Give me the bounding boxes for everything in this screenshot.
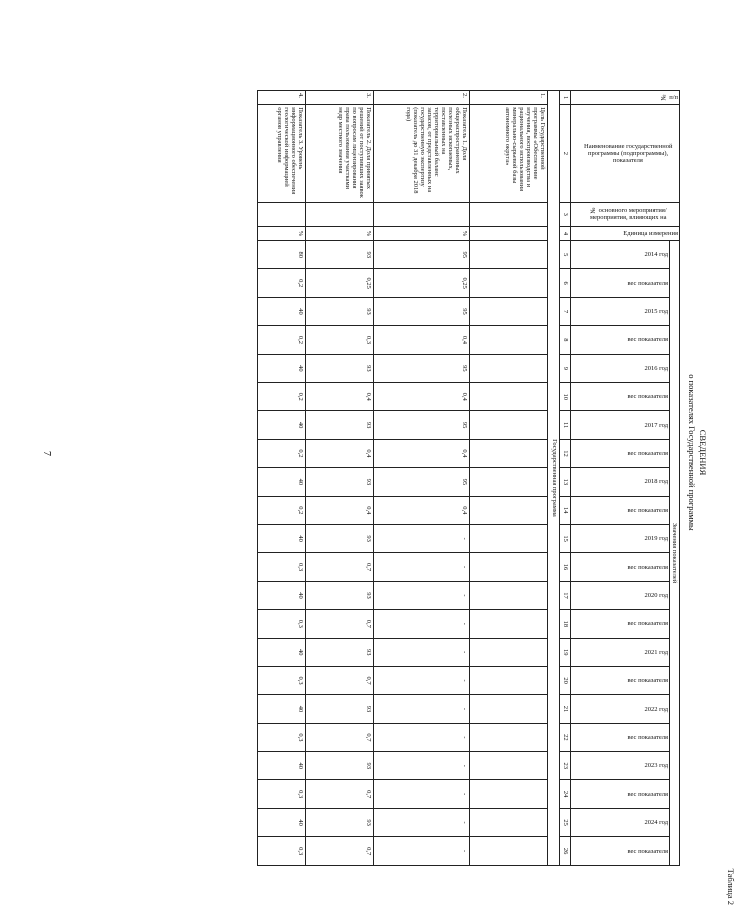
index-cell: 2 <box>560 105 571 202</box>
row-value: 0,2 <box>258 383 306 411</box>
weight-2017: вес показателя <box>571 439 670 467</box>
document-title: СВЕДЕНИЯ <box>698 429 708 476</box>
indicators-table <box>257 90 680 866</box>
row-value: - <box>374 695 470 723</box>
index-cell: 23 <box>560 752 571 780</box>
table-label: Таблица 2 <box>726 868 736 905</box>
table-row <box>470 91 548 866</box>
index-cell: 8 <box>560 326 571 354</box>
row-value <box>470 524 548 552</box>
row-value <box>470 723 548 751</box>
row-unit: % <box>374 226 470 240</box>
row-value: 80 <box>258 241 306 269</box>
row-value: - <box>374 780 470 808</box>
row-value: 40 <box>258 752 306 780</box>
row-value: 0,3 <box>258 723 306 751</box>
row-value <box>470 439 548 467</box>
year-2018: 2018 год <box>571 468 670 496</box>
index-cell: 12 <box>560 439 571 467</box>
row-value: - <box>374 553 470 581</box>
row-value: 93 <box>306 808 374 836</box>
index-cell: 22 <box>560 723 571 751</box>
page-number: 7 <box>41 451 52 456</box>
row-event <box>374 202 470 226</box>
row-value: 93 <box>306 752 374 780</box>
row-value <box>470 638 548 666</box>
row-value: 0,4 <box>306 383 374 411</box>
index-cell: 7 <box>560 297 571 325</box>
year-2021: 2021 год <box>571 638 670 666</box>
row-value: 0,3 <box>258 610 306 638</box>
row-value <box>470 610 548 638</box>
row-value: 0,7 <box>306 610 374 638</box>
row-value: 0,2 <box>258 496 306 524</box>
row-value: 0,25 <box>306 269 374 297</box>
row-value <box>470 581 548 609</box>
row-value: - <box>374 638 470 666</box>
row-value: 93 <box>306 524 374 552</box>
row-value: 0,25 <box>374 269 470 297</box>
row-value: 0,3 <box>258 666 306 694</box>
header-name: Наименование государственной программы (подпрограммы), показателя <box>571 105 680 202</box>
row-value <box>470 752 548 780</box>
index-cell: 4 <box>560 226 571 240</box>
section-row <box>548 91 560 866</box>
row-value <box>470 496 548 524</box>
row-value: 40 <box>258 468 306 496</box>
row-value: 93 <box>306 241 374 269</box>
row-unit <box>470 226 548 240</box>
index-cell: 26 <box>560 837 571 866</box>
row-value: 40 <box>258 638 306 666</box>
row-value: - <box>374 808 470 836</box>
row-value: 0,7 <box>306 723 374 751</box>
index-cell: 3 <box>560 202 571 226</box>
row-value: 40 <box>258 411 306 439</box>
year-2016: 2016 год <box>571 354 670 382</box>
header-values-group: Значения показателей <box>670 241 680 866</box>
row-value: 0,4 <box>306 496 374 524</box>
row-event <box>470 202 548 226</box>
index-cell: 1 <box>560 91 571 105</box>
weight-2023: вес показателя <box>571 780 670 808</box>
row-value: 95 <box>374 468 470 496</box>
row-value: 0,3 <box>258 837 306 866</box>
index-cell: 16 <box>560 553 571 581</box>
row-value: 93 <box>306 297 374 325</box>
row-value: 93 <box>306 468 374 496</box>
row-value: 0,2 <box>258 326 306 354</box>
index-cell: 6 <box>560 269 571 297</box>
row-num: 2. <box>374 91 470 105</box>
row-value <box>470 383 548 411</box>
row-value <box>470 553 548 581</box>
row-value <box>470 695 548 723</box>
weight-2022: вес показателя <box>571 723 670 751</box>
year-2019: 2019 год <box>571 524 670 552</box>
row-event <box>258 202 306 226</box>
row-value: 0,4 <box>374 326 470 354</box>
year-2015: 2015 год <box>571 297 670 325</box>
row-num: 1. <box>470 91 548 105</box>
index-cell: 13 <box>560 468 571 496</box>
table-row <box>258 91 306 866</box>
row-value: 40 <box>258 354 306 382</box>
row-value: 95 <box>374 354 470 382</box>
row-value <box>470 468 548 496</box>
row-value: - <box>374 524 470 552</box>
row-value: 40 <box>258 808 306 836</box>
weight-2015: вес показателя <box>571 326 670 354</box>
row-name: Цель Государственной программы «Обеспечение изучения, воспроизводства и рационального использования минерально-сырьевой базы автономного округа» <box>470 105 548 202</box>
header-num: № п/п <box>571 91 680 105</box>
row-name: Показатель 3. Уровень информационного обеспечения геологической информацией органов управления <box>258 105 306 202</box>
row-value <box>470 808 548 836</box>
year-2017: 2017 год <box>571 411 670 439</box>
weight-2020: вес показателя <box>571 610 670 638</box>
header-row-group <box>670 91 680 866</box>
row-value: - <box>374 666 470 694</box>
index-cell: 25 <box>560 808 571 836</box>
row-value: 40 <box>258 524 306 552</box>
header-event: № основного мероприятия/ мероприятия, влияющих на <box>571 202 680 226</box>
row-value: 40 <box>258 695 306 723</box>
index-cell: 20 <box>560 666 571 694</box>
index-cell: 19 <box>560 638 571 666</box>
row-value <box>470 297 548 325</box>
weight-2024: вес показателя <box>571 837 670 866</box>
row-value: 93 <box>306 695 374 723</box>
row-value: - <box>374 837 470 866</box>
row-num: 3. <box>306 91 374 105</box>
row-value: 95 <box>374 241 470 269</box>
row-value: 0,3 <box>258 553 306 581</box>
row-value <box>470 837 548 866</box>
row-value: 93 <box>306 638 374 666</box>
row-value: 40 <box>258 581 306 609</box>
year-2014: 2014 год <box>571 241 670 269</box>
row-value <box>470 411 548 439</box>
year-2024: 2024 год <box>571 808 670 836</box>
year-2022: 2022 год <box>571 695 670 723</box>
row-value: 0,4 <box>374 496 470 524</box>
index-cell: 24 <box>560 780 571 808</box>
row-value: - <box>374 610 470 638</box>
row-value: 95 <box>374 411 470 439</box>
row-name: Показатель 1. Доля общераспространенных полезных ископаемых, поставленных на территориальный баланс запасов, от представленных на государственную экспертизу (показатель до 31 декабря 2018 года) <box>374 105 470 202</box>
row-value: 0,7 <box>306 553 374 581</box>
row-value: 93 <box>306 411 374 439</box>
row-value: 93 <box>306 581 374 609</box>
row-value: 40 <box>258 297 306 325</box>
row-value: 93 <box>306 354 374 382</box>
row-value <box>470 269 548 297</box>
row-value: - <box>374 723 470 751</box>
table-row <box>306 91 374 866</box>
row-value: - <box>374 581 470 609</box>
row-event <box>306 202 374 226</box>
header-unit: Единица измерения <box>571 226 680 240</box>
row-value: 0,7 <box>306 666 374 694</box>
row-value: 0,4 <box>374 383 470 411</box>
row-value: 0,2 <box>258 439 306 467</box>
table-row <box>374 91 470 866</box>
weight-2021: вес показателя <box>571 666 670 694</box>
row-value: 95 <box>374 297 470 325</box>
index-cell: 9 <box>560 354 571 382</box>
row-unit: % <box>258 226 306 240</box>
row-unit: % <box>306 226 374 240</box>
index-cell: 5 <box>560 241 571 269</box>
section-label: Государственная программа <box>548 91 560 866</box>
row-name: Показатель 2. Доля принятых решений от поступивших заявок по вопросам лицензирования права пользования участками недр местного значения <box>306 105 374 202</box>
row-value <box>470 241 548 269</box>
row-value <box>470 326 548 354</box>
row-value <box>470 354 548 382</box>
row-value: 0,4 <box>374 439 470 467</box>
row-value: 0,3 <box>306 326 374 354</box>
row-value <box>470 780 548 808</box>
index-cell: 14 <box>560 496 571 524</box>
index-cell: 11 <box>560 411 571 439</box>
weight-2018: вес показателя <box>571 496 670 524</box>
row-num: 4. <box>258 91 306 105</box>
index-row <box>560 91 571 866</box>
row-value <box>470 666 548 694</box>
row-value: 0,7 <box>306 780 374 808</box>
index-cell: 10 <box>560 383 571 411</box>
row-value: 0,4 <box>306 439 374 467</box>
weight-2014: вес показателя <box>571 269 670 297</box>
index-cell: 15 <box>560 524 571 552</box>
row-value: 0,7 <box>306 837 374 866</box>
weight-2016: вес показателя <box>571 383 670 411</box>
row-value: 0,3 <box>258 780 306 808</box>
row-value: - <box>374 752 470 780</box>
row-value: 0,2 <box>258 269 306 297</box>
index-cell: 18 <box>560 610 571 638</box>
index-cell: 17 <box>560 581 571 609</box>
year-2023: 2023 год <box>571 752 670 780</box>
document-subtitle: о показателях Государственной программы <box>687 374 697 531</box>
year-2020: 2020 год <box>571 581 670 609</box>
weight-2019: вес показателя <box>571 553 670 581</box>
index-cell: 21 <box>560 695 571 723</box>
